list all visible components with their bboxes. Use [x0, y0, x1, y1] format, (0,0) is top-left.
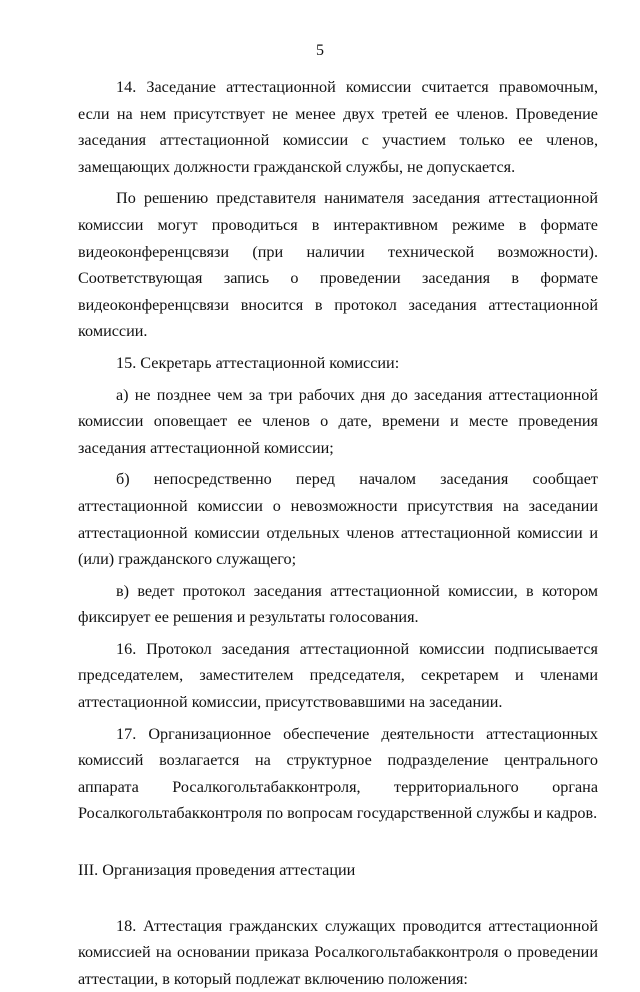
section-heading: III. Организация проведения аттестации [78, 861, 356, 880]
paragraph-15-a: а) не позднее чем за три рабочих дня до заседания аттестационной комиссии оповещает ее членов о дате, времени и месте проведения заседания аттестационной комиссии; [78, 385, 598, 457]
paragraph-16: 16. Протокол заседания аттестационной комиссии подписывается председателем, заместителем председателя, секретарем и членами аттестационной комиссии, присутствовавшими на заседании. [78, 639, 598, 712]
paragraph-18: 18. Аттестация гражданских служащих проводится аттестационной комиссией на основании приказа Росалкогольтабакконтроля о проведении аттестации, в который подлежат включению положения: [78, 916, 598, 988]
document-body [78, 74, 598, 992]
page-number: 5 [316, 42, 324, 59]
paragraph-15-b: б) непосредственно перед началом заседания сообщает аттестационной комиссии о невозможности присутствия на заседании аттестационной комиссии отдельных членов аттестационной комиссии и (или) гражданского служащего; [78, 470, 598, 569]
paragraph-14: 14. Заседание аттестационной комиссии считается правомочным, если на нем присутствует не менее двух третей ее членов. Проведение заседания аттестационной комиссии с участием только ее членов, замещающих должности гражданской службы, не допускается. [78, 78, 598, 176]
paragraph-15-c: в) ведет протокол заседания аттестационной комиссии, в котором фиксирует ее решения и результаты голосования. [78, 581, 598, 627]
paragraph-15: 15. Секретарь аттестационной комиссии: [116, 353, 400, 372]
paragraph-17: 17. Организационное обеспечение деятельности аттестационных комиссий возлагается на структурное подразделение центрального аппарата Росалкогольтабакконтроля, территориального органа Росалкогольтабакконтроля по вопросам государственной службы и кадров. [78, 724, 598, 823]
paragraph-14-videoconference: По решению представителя нанимателя заседания аттестационной комиссии могут проводиться в интерактивном режиме в формате видеоконференцсвязи (при наличии технической возможности). Соответствующая запись о проведении заседания в формате видеоконференцсвязи вносится в протокол заседания аттестационной комиссии. [78, 189, 598, 341]
